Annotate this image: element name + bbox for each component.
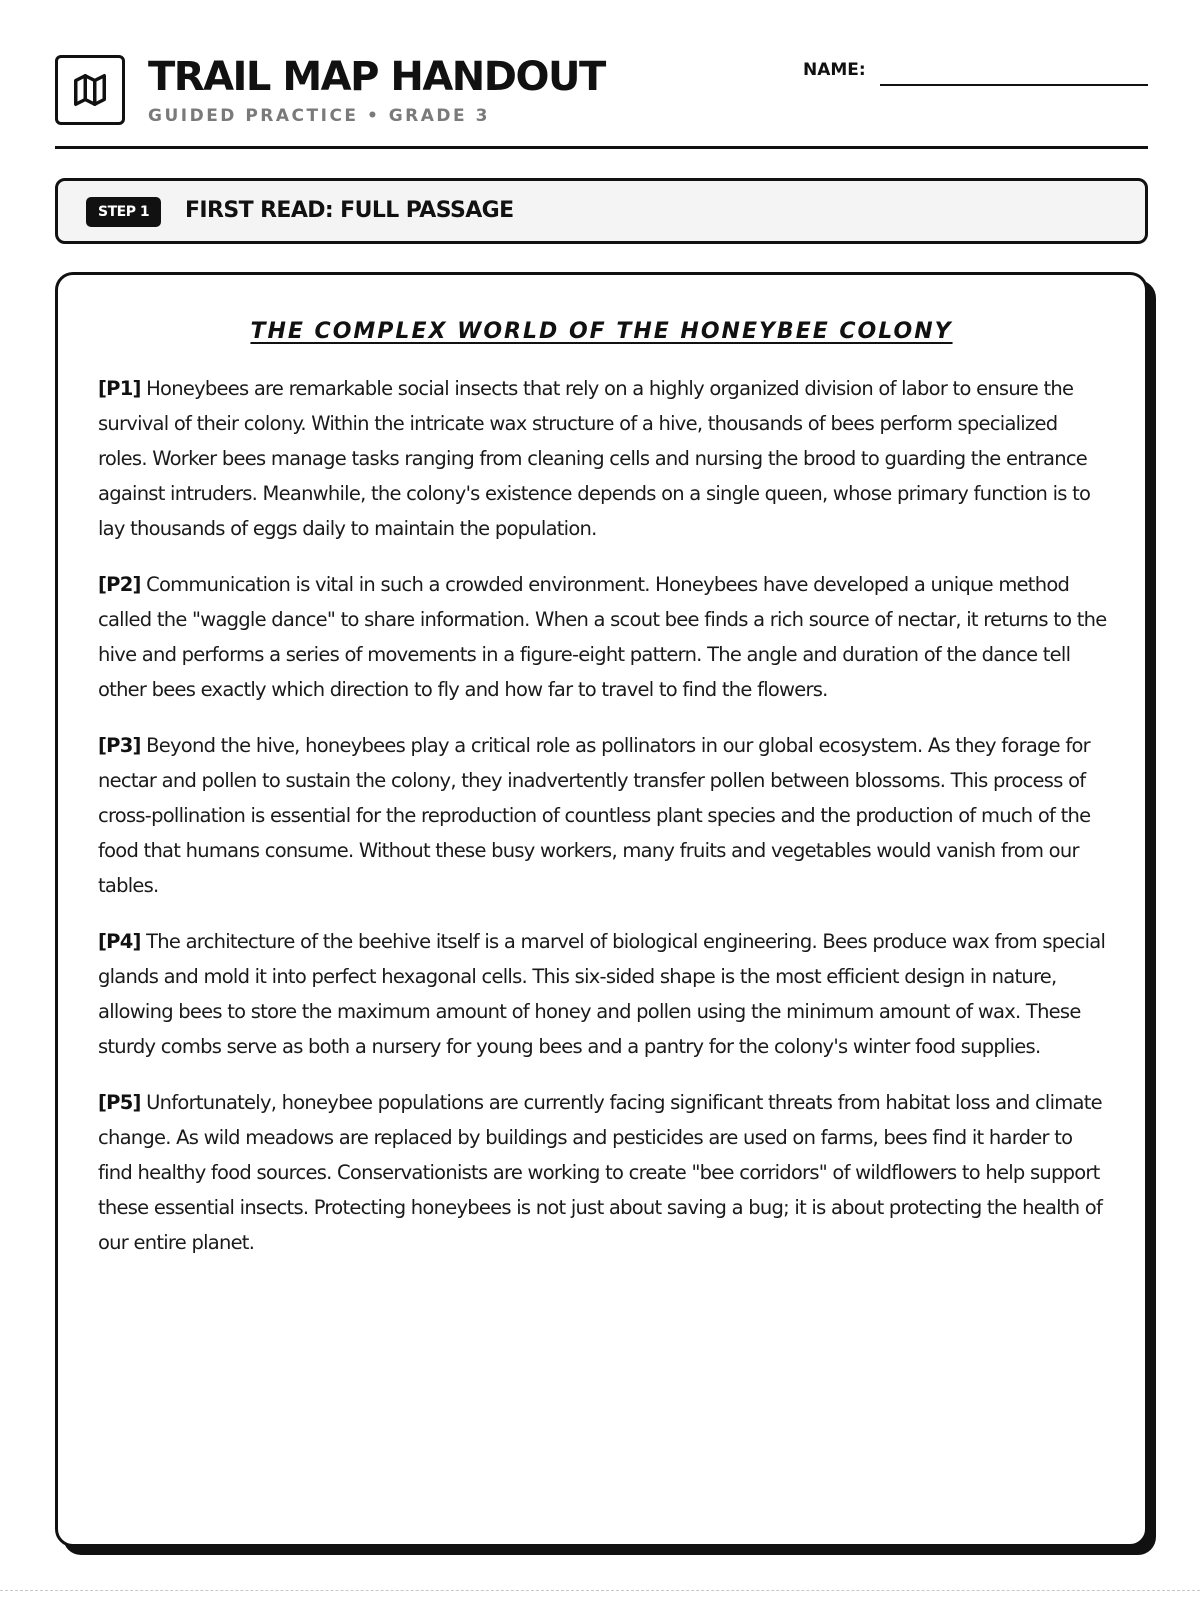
paragraph-label: [P4] — [98, 930, 141, 953]
map-icon — [71, 71, 109, 109]
paragraph-2 — [98, 567, 1108, 707]
name-label: NAME: — [803, 60, 866, 80]
step-bar — [55, 178, 1148, 244]
paragraph-label: [P5] — [98, 1091, 141, 1114]
paragraph-3 — [98, 728, 1108, 903]
paragraph-label: [P1] — [98, 377, 141, 400]
paragraph-text: Communication is vital in such a crowded environment. Honeybees have developed a unique method called the "waggle dance" to share information. When a scout bee finds a rich source of nectar, it returns to the hive and performs a series of movements in a figure-eight pattern. The angle and duration of the dance tell other bees exactly which direction to fly and how far to travel to find the flowers. — [98, 573, 1107, 701]
paragraph-1 — [98, 371, 1108, 546]
paragraph-text: The architecture of the beehive itself is a marvel of biological engineering. Bees produce wax from special glands and mold it into perfect hexagonal cells. This six-sided shape is the most efficient design in nature, allowing bees to store the maximum amount of honey and pollen using the minimum amount of wax. These sturdy combs serve as both a nursery for young bees and a pantry for the colony's winter food supplies. — [98, 930, 1106, 1058]
step-badge: STEP 1 — [86, 197, 161, 227]
paragraph-4 — [98, 924, 1108, 1064]
paragraph-text: Unfortunately, honeybee populations are currently facing significant threats from habitat loss and climate change. As wild meadows are replaced by buildings and pesticides are used on farms, bees find it harder to find healthy food sources. Conservationists are working to create "bee corridors" of wildflowers to help support these essential insects. Protecting honeybees is not just about saving a bug; it is about protecting the health of our entire planet. — [98, 1091, 1103, 1254]
name-write-line[interactable] — [880, 84, 1148, 86]
paragraph-text: Honeybees are remarkable social insects that rely on a highly organized division of labor to ensure the survival of their colony. Within the intricate wax structure of a hive, thousands of bees perform specialized roles. Worker bees manage tasks ranging from cleaning cells and nursing the brood to guarding the entrance against intruders. Meanwhile, the colony's existence depends on a single queen, whose primary function is to lay thousands of eggs daily to maintain the population. — [98, 377, 1091, 540]
page-subtitle: GUIDED PRACTICE • GRADE 3 — [148, 106, 490, 126]
passage-title: THE COMPLEX WORLD OF THE HONEYBEE COLONY — [250, 319, 953, 344]
step-title: FIRST READ: FULL PASSAGE — [185, 198, 514, 223]
paragraph-label: [P2] — [98, 573, 141, 596]
paragraph-label: [P3] — [98, 734, 141, 757]
logo-box — [55, 55, 125, 125]
paragraph-5 — [98, 1085, 1108, 1260]
page-title: TRAIL MAP HANDOUT — [148, 54, 605, 100]
paragraph-text: Beyond the hive, honeybees play a critical role as pollinators in our global ecosystem. As they forage for nectar and pollen to sustain the colony, they inadvertently transfer pollen between blossoms. This process of cross-pollination is essential for the reproduction of countless plant species and the production of much of the food that humans consume. Without these busy workers, many fruits and vegetables would vanish from our tables. — [98, 734, 1091, 897]
header-divider — [55, 146, 1148, 149]
passage-card — [55, 272, 1148, 1547]
page-bottom-divider — [0, 1590, 1200, 1591]
passage-body — [98, 371, 1108, 1281]
